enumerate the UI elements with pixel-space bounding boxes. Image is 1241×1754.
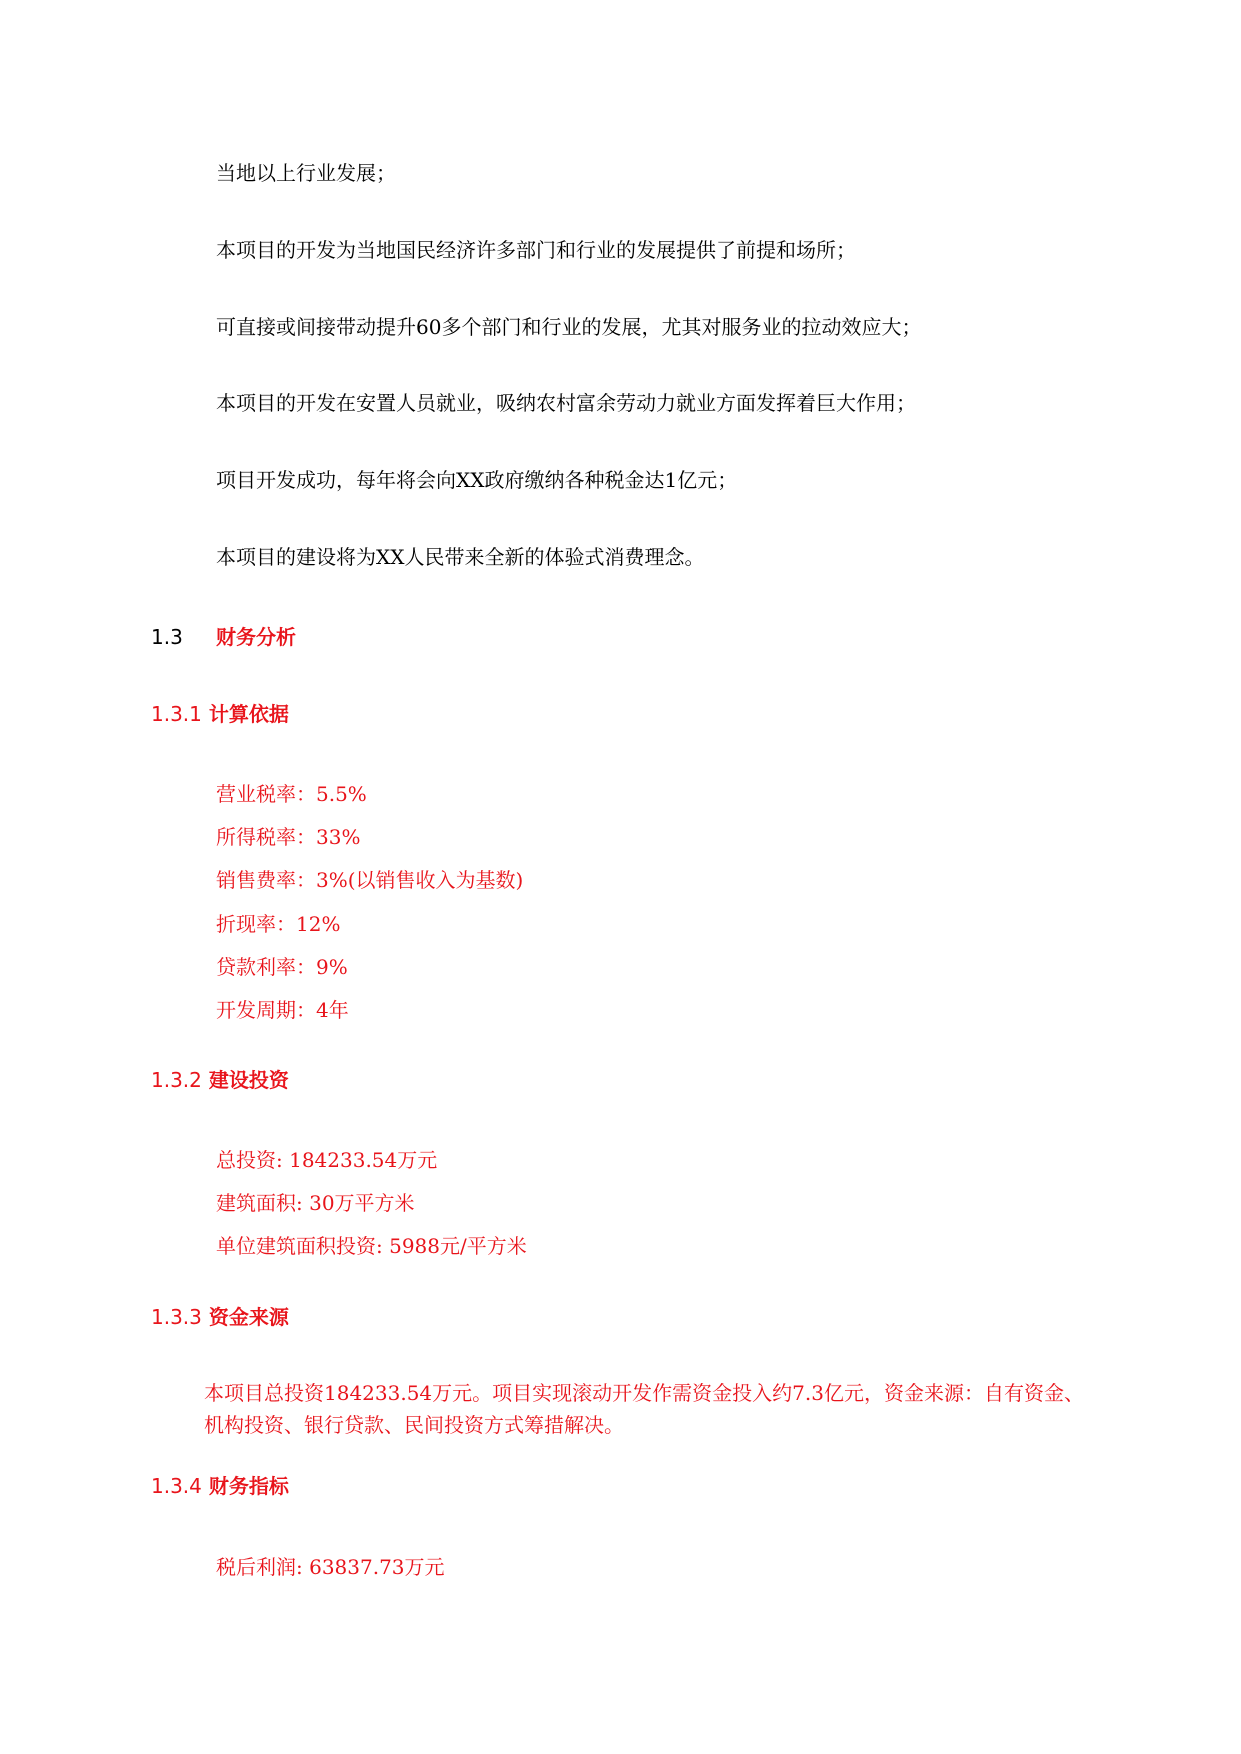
section-1-3-4-heading bbox=[151, 1473, 289, 1499]
calc-basis-item: 所得税率：33% bbox=[216, 825, 361, 849]
section-number: 1.3.3 bbox=[151, 1305, 202, 1329]
calc-basis-item: 折现率：12% bbox=[216, 912, 341, 936]
financial-indicator-item: 税后利润: 63837.73万元 bbox=[216, 1555, 445, 1579]
section-title: 财务指标 bbox=[208, 1474, 289, 1498]
section-1-3-1-heading bbox=[151, 701, 289, 727]
intro-line: 当地以上行业发展； bbox=[216, 161, 396, 185]
intro-line: 本项目的开发在安置人员就业，吸纳农村富余劳动力就业方面发挥着巨大作用； bbox=[216, 391, 916, 415]
investment-item: 总投资: 184233.54万元 bbox=[216, 1148, 438, 1172]
investment-item: 单位建筑面积投资: 5988元/平方米 bbox=[216, 1234, 527, 1258]
section-title: 计算依据 bbox=[208, 702, 289, 726]
section-number: 1.3.1 bbox=[151, 702, 202, 726]
intro-line: 可直接或间接带动提升60多个部门和行业的发展，尤其对服务业的拉动效应大； bbox=[216, 315, 922, 339]
section-title: 资金来源 bbox=[208, 1305, 289, 1329]
section-number: 1.3.4 bbox=[151, 1474, 202, 1498]
section-1-3-number: 1.3 bbox=[151, 625, 183, 649]
calc-basis-item: 营业税率：5.5% bbox=[216, 782, 367, 806]
section-1-3-title: 财务分析 bbox=[216, 625, 296, 649]
intro-line: 本项目的开发为当地国民经济许多部门和行业的发展提供了前提和场所； bbox=[216, 238, 856, 262]
calc-basis-item: 贷款利率：9% bbox=[216, 955, 348, 979]
intro-line: 本项目的建设将为XX人民带来全新的体验式消费理念。 bbox=[216, 545, 705, 569]
section-title: 建设投资 bbox=[208, 1068, 289, 1092]
section-1-3-2-heading bbox=[151, 1067, 289, 1093]
calc-basis-item: 开发周期：4年 bbox=[216, 998, 349, 1022]
calc-basis-item: 销售费率：3%(以销售收入为基数) bbox=[216, 868, 524, 892]
intro-line: 项目开发成功，每年将会向XX政府缴纳各种税金达1亿元； bbox=[216, 468, 738, 492]
section-1-3-3-heading bbox=[151, 1304, 289, 1330]
section-number: 1.3.2 bbox=[151, 1068, 202, 1092]
funding-source-paragraph: 本项目总投资184233.54万元。项目实现滚动开发作需资金投入约7.3亿元，资金来源：自有资金、机构投资、银行贷款、民间投资方式筹措解决。 bbox=[204, 1381, 1084, 1437]
investment-item: 建筑面积: 30万平方米 bbox=[216, 1191, 415, 1215]
